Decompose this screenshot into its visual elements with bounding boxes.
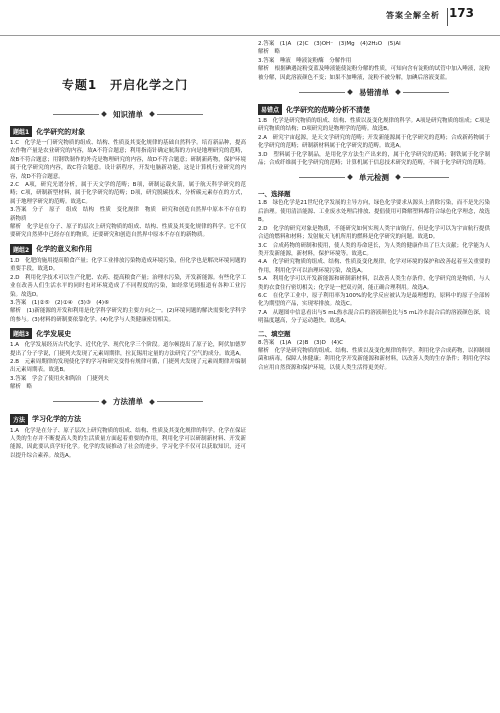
answer-text: 6.C 在化学工业中，原子利用率为100%的化学反应被认为是最理想的，原料中的原子全部转化为期望的产品，实现零排放。故选C。 bbox=[258, 292, 490, 308]
diamond-icon bbox=[101, 399, 107, 405]
answer-text: 4.A 化学研究物质的组成、结构、性质及变化规律，化学对环境的保护和改善起着至关重要的作用，利用化学可以治理环境污染，故选A。 bbox=[258, 259, 490, 274]
diamond-icon bbox=[395, 175, 401, 181]
error-tag: 易错点 bbox=[258, 104, 282, 115]
answer-text: 5.A 利用化学可以开发新能源和研制新材料，以改善人类生存条件，化学研究的是物质，与人类的衣食住行密切相关；化学是一把双刃剑，能正确合理利用。故选A。 bbox=[258, 276, 490, 291]
group-tag: 题组2 bbox=[10, 244, 32, 255]
answer-text: 1.B 绿色化学是21世纪化学发展的主导方向，绿色化学要求从源头上消除污染，而不是先污染后治理。使用清洁能源、工业废水处理后排放、提倡使用可降解塑料都符合绿色化学理念，故选B。 bbox=[258, 200, 490, 224]
header-separator bbox=[447, 8, 448, 26]
right-column bbox=[258, 40, 490, 372]
group-title: 化学研究的对象 bbox=[36, 127, 86, 136]
analysis-text: 解析 化学是研究物质的组成、结构、性质以及变化规律的科学。利用化学合成药物，以抑制细菌和病毒，保障人体健康；利用化学开发新能源和新材料，以改善人类的生存条件；利用化学综合应用自然资源和保护环境，以使人类生活得更美好。 bbox=[258, 347, 490, 371]
error-title: 化学研究的范畴分析不清楚 bbox=[286, 105, 371, 114]
analysis-text: 解析 (1)新能源的开发和利用是化学科学研究的主要方向之一。(2)环境问题的解决需要化学科学的参与。(3)材料的研制要依靠化学。(4)化学与人类健康密切相关。 bbox=[10, 308, 246, 323]
answer-text: 2.B 元素周期律的发现使化学的学习和研究变得有规律可循，门捷列夫发现了元素周期律并编制出元素周期表。故选B。 bbox=[10, 358, 246, 374]
answer-text: 1.D 化肥的施用提高粮食产量；化学工业排放污染物造成环境污染，但化学也是解决环境问题的重要手段，故选D。 bbox=[10, 257, 246, 273]
header-rule bbox=[0, 35, 500, 36]
method-header bbox=[10, 414, 246, 425]
answer-text: 3.答案 分子 原子 组成 结构 性质 变化规律 物质 研究和创造自然界中原本不存在的新物质 bbox=[10, 207, 246, 222]
diamond-icon bbox=[149, 399, 155, 405]
answer-text: 1.A 化学发展经历古代化学、近代化学、现代化学三个阶段。道尔顿提出了原子论，阿伏加德罗提出了分子学说，门捷列夫发现了元素周期律，拉瓦锡用定量的方法研究了空气的成分。故选A。 bbox=[10, 342, 246, 357]
question-group-header bbox=[10, 328, 246, 339]
diamond-icon bbox=[395, 89, 401, 95]
error-point-header bbox=[258, 104, 490, 115]
section-header: 方法清单 bbox=[10, 396, 246, 408]
left-column bbox=[10, 104, 246, 460]
answer-text: 7.A 从题图中信息看出与5 mL热水混合后的溶液颜色比与5 mL冷水混合后的溶液颜色深，说明温度越高，分子运动越快。故选A。 bbox=[258, 309, 490, 325]
question-group-header bbox=[10, 126, 246, 137]
chapter-title: 专题1 开启化学之门 bbox=[61, 78, 189, 92]
answer-text: 2.A 研究宇宙起源，是天文学研究的范畴；开发新能源属于化学研究的范畴；合成新药物属于化学研究的范畴；研制新材料属于化学研究的范畴。故选A。 bbox=[258, 134, 490, 150]
answer-text: 1.B 化学是研究物质的组成、结构、性质以及变化规律的科学。A项是研究物质的组成；C项是研究物质的结构；D项研究的是物理学的范畴。故选B。 bbox=[258, 118, 490, 133]
section-header: 易错清单 bbox=[258, 86, 490, 98]
method-tag: 方法 bbox=[10, 414, 28, 425]
analysis-text: 解析 根据碘遇淀粉变蓝及唾液能使淀粉分解的性质，可知向含有淀粉的试管中加入唾液，淀粉被分解，因此溶液颜色不变；如果不加唾液，淀粉不被分解，加碘后溶液变蓝。 bbox=[258, 66, 490, 81]
group-title: 化学发展史 bbox=[36, 329, 72, 338]
group-tag: 题组3 bbox=[10, 328, 32, 339]
page-number: 173 bbox=[448, 6, 474, 20]
answer-text: 1.A 化学是在分子、原子层次上研究物质的组成、结构、性质及其变化规律的科学。化学在保证人类的生存并不断提高人类的生活质量方面起着重要的作用，利用化学可以研制新材料、开发新能源，因此要认真学好化学。化学的发展推动了社会的进步，学习化学不仅可以获取知识，还可以提升综合素养。故选A。 bbox=[10, 427, 246, 459]
answer-text: 3.答案 学会了使用火和陶冶 门捷列夫 bbox=[10, 375, 109, 382]
page-header bbox=[0, 0, 500, 36]
answer-text: 3.C 合成药物的研制和使用，使人类的寿命延长，为人类的健康作出了巨大贡献；化学能为人类开发新能源，新材料，保护环境等。故选C。 bbox=[258, 242, 490, 257]
header-title: 答案全解全析 bbox=[386, 11, 440, 20]
diamond-icon bbox=[101, 111, 107, 117]
part-title: 一、选择题 bbox=[258, 190, 291, 199]
question-group-header bbox=[10, 244, 246, 255]
answer-text: 8.答案 (1)A (2)B (3)D (4)C bbox=[258, 339, 344, 346]
analysis-text: 解析 略 bbox=[258, 49, 281, 56]
diamond-icon bbox=[347, 175, 353, 181]
answer-text: 2.C A项，研究光谱分析，属于天文学的范畴；B项，研制运载火箭，属于航天科学研究的范畴；C项，研制新型材料，属于化学研究的范畴；D项，研究脱碳技术，分析碳元素存在的方式，属于地理学研究的范畴。故选C。 bbox=[10, 182, 246, 205]
answer-text: 3.D 塑料属于化学制品，是用化学方法生产出来的，属于化学研究的范畴；钢铁属于化学制品；合成纤维属于化学研究的范畴；计算机属于信息技术研究的范畴，不属于化学研究的范畴。 bbox=[258, 151, 490, 167]
answer-text: 2.D 化学的研究对象是物质，不能研究如何实现人类宇宙航行，但是化学可以为宇宙航行提供合适的燃料和材料；发射航天飞机所用的燃料是化学研究的问题。故选D。 bbox=[258, 225, 490, 241]
answer-text: 2.答案 (1)A (2)C (3)OH⁻ (3)Mg (4)2H₂O (5)Al bbox=[258, 41, 401, 47]
analysis-text: 解析 化学是在分子、原子的层次上研究物质的组成、结构、性质及其变化规律的科学。它不仅要研究自然界中已经存在的物质，还要研究和创造自然界中原本不存在的新物质。 bbox=[10, 224, 246, 239]
answer-text: 2.D 利用化学技术可以生产化肥、农药、提高粮食产量；治理水污染，开发新能源。有些化学工业在改善人们生活水平的同时也对环境造成了不同程度的污染，如经常见到报道有各种工业污染。故选D。 bbox=[10, 274, 246, 298]
section-header: 知识清单 bbox=[10, 108, 246, 120]
section-header: 单元检测 bbox=[258, 171, 490, 183]
analysis-text: 解析 略 bbox=[10, 384, 33, 391]
answer-text: 3.答案 (1)②⑤ (2)①④ (3)③ (4)⑥ bbox=[10, 299, 109, 306]
group-title: 化学的意义和作用 bbox=[36, 245, 93, 254]
group-tag: 题组1 bbox=[10, 126, 32, 137]
answer-text: 3.答案 唾液 唾液淀粉酶 分解作用 bbox=[258, 57, 352, 64]
method-title: 学习化学的方法 bbox=[32, 415, 82, 424]
part-title: 二、填空题 bbox=[258, 329, 291, 338]
diamond-icon bbox=[149, 111, 155, 117]
answer-text: 1.C 化学是一门研究物质的组成、结构、性质及其变化规律的基础自然科学。培育新品种，提高农作物产量是农业研究的内容，故A不符合题意；利用指南针确定航海的方向是地理研究的范畴，故B不符合题意；用钢铁制作的外壳是物理研究的内容，故D不符合题意；研制新药物，保护环境属于化学研究的内容，故C符合题意。设计新程序，开发电脑新功能，这是计算机行业研究的内容，故D不符合题意。 bbox=[10, 140, 246, 180]
diamond-icon bbox=[347, 89, 353, 95]
